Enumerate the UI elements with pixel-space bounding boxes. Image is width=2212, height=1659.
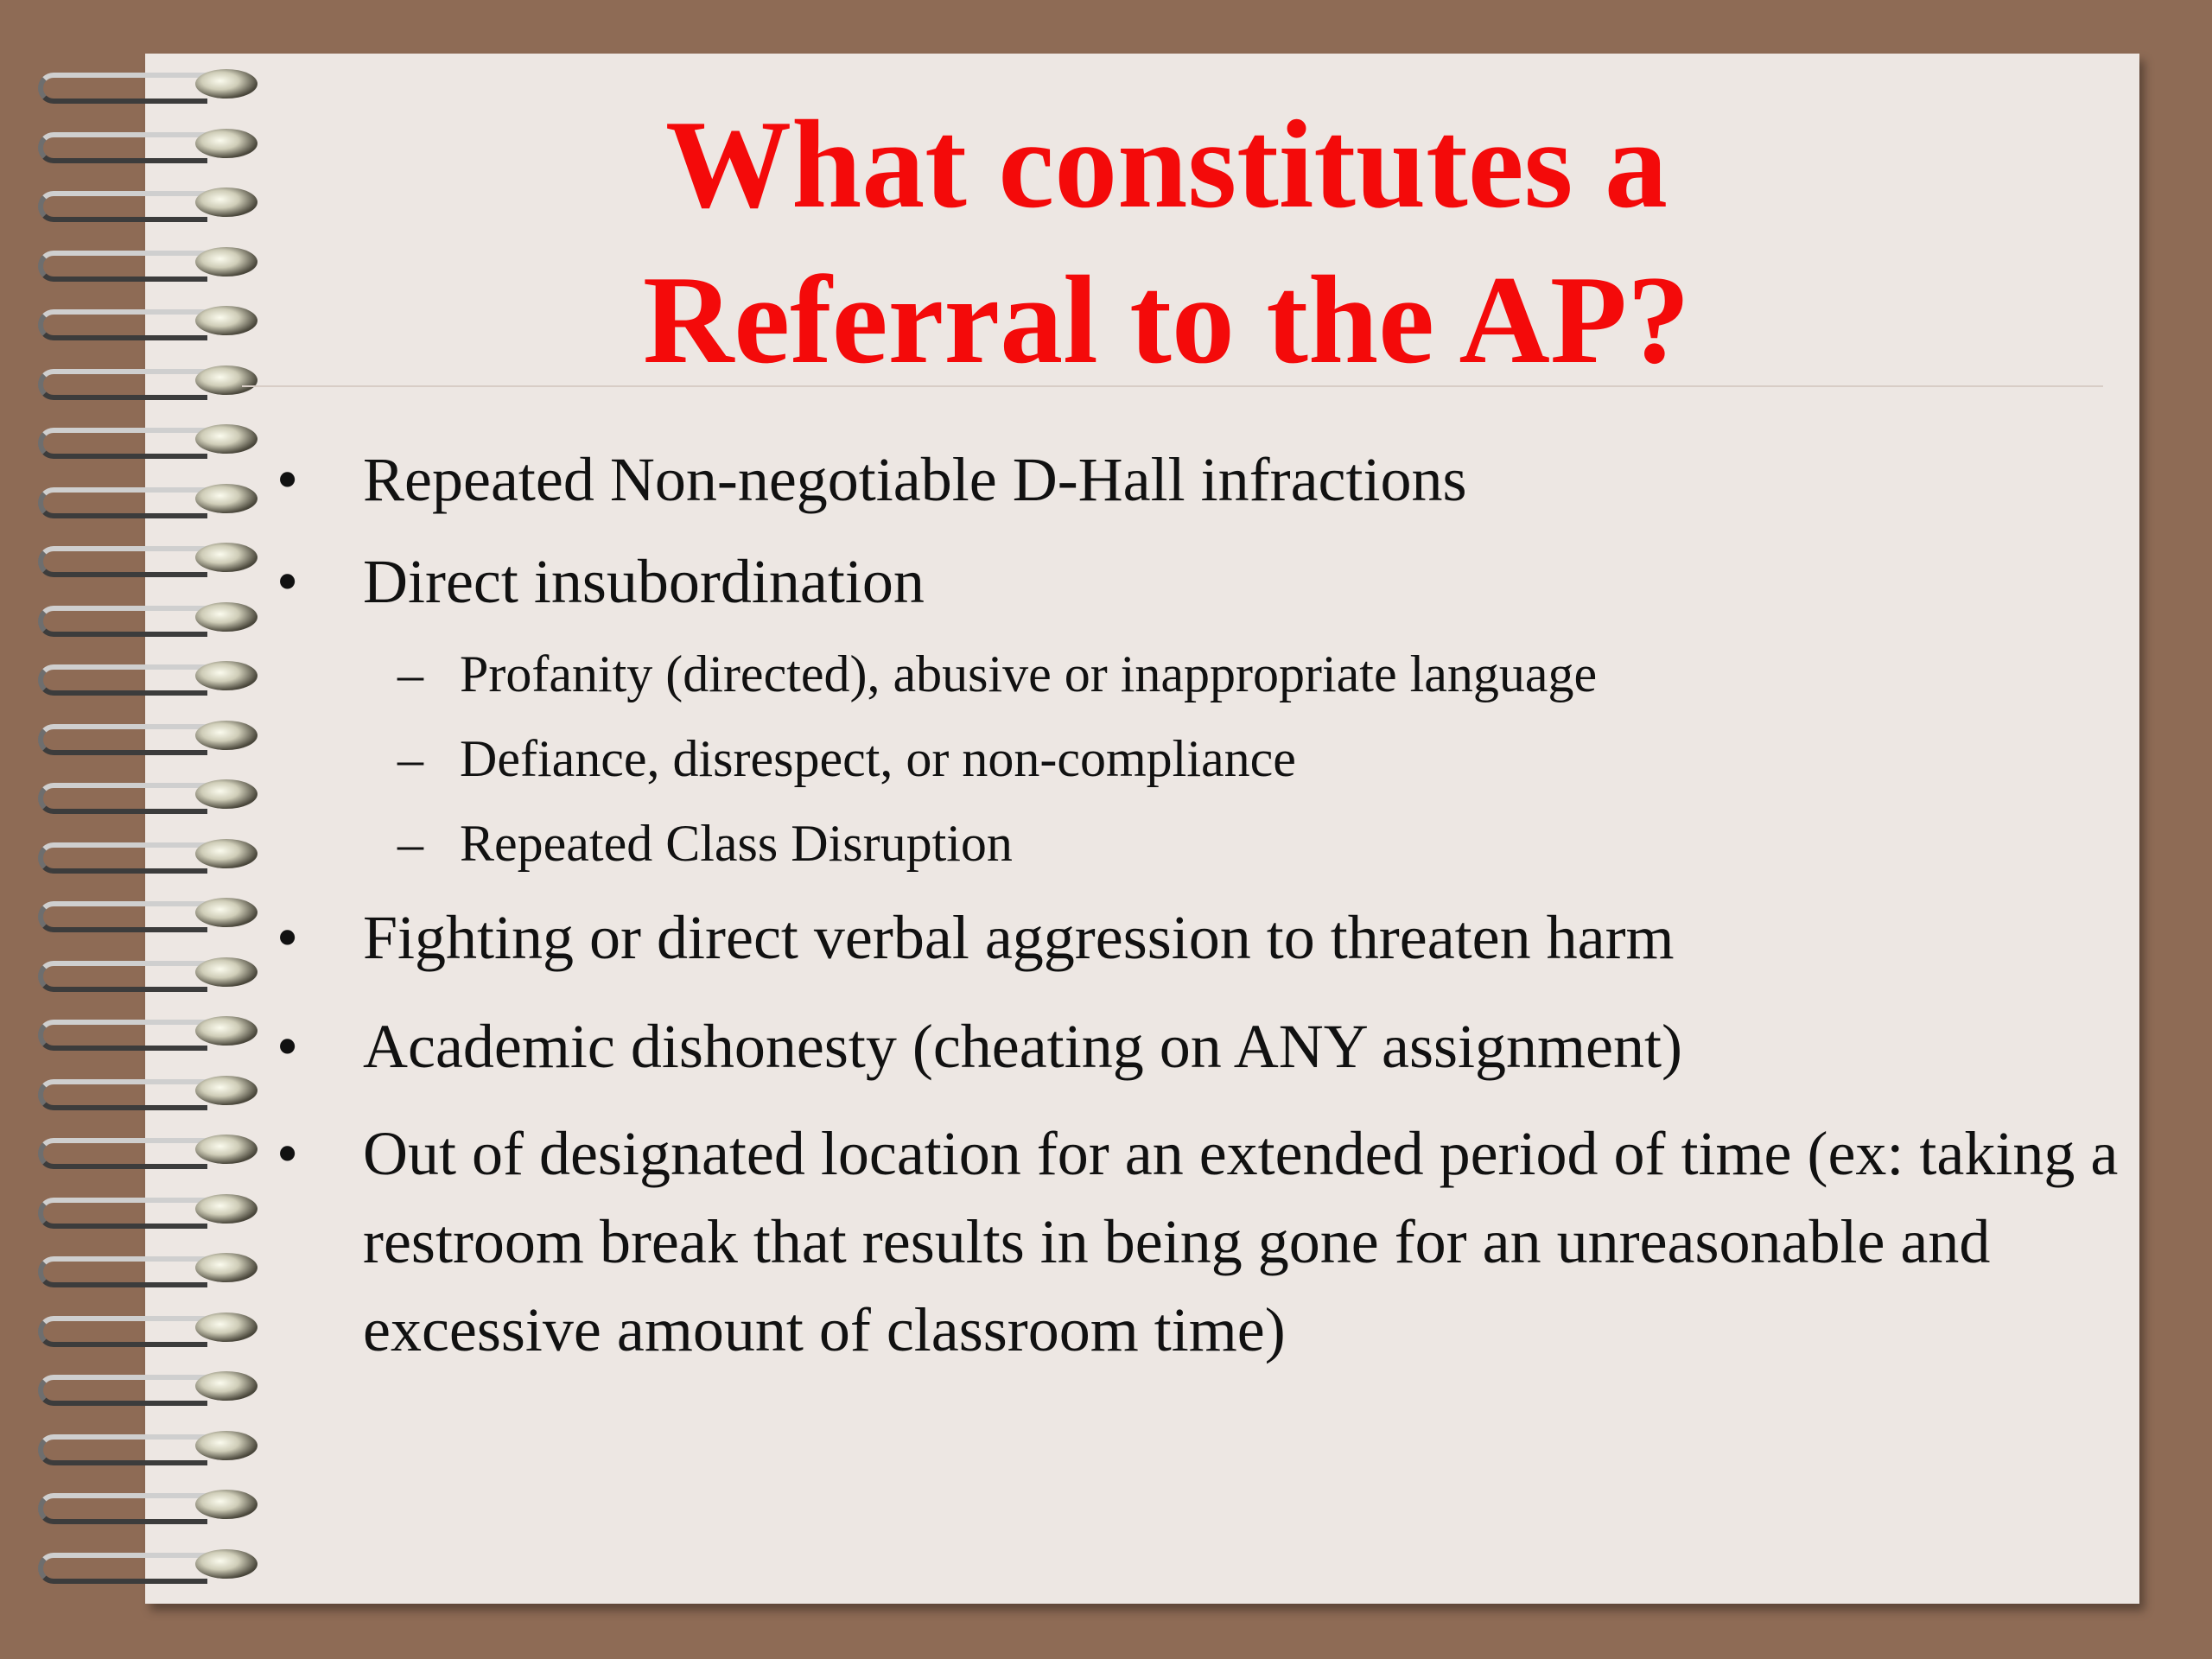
binding-hole-icon: [195, 1549, 257, 1579]
spiral-wire-icon: [38, 487, 207, 518]
spiral-ring-icon: [26, 1363, 251, 1406]
binding-hole-icon: [195, 1194, 257, 1224]
bullet-icon: •: [276, 1119, 299, 1188]
spiral-wire-icon: [38, 1138, 207, 1169]
title-divider: [242, 385, 2103, 387]
sub-bullet-text: Defiance, disrespect, or non-compliance: [460, 730, 1296, 787]
binding-hole-icon: [195, 1431, 257, 1460]
binding-hole-icon: [195, 1135, 257, 1164]
binding-hole-icon: [195, 957, 257, 987]
dash-icon: –: [397, 730, 423, 787]
binding-hole-icon: [195, 484, 257, 513]
spiral-wire-icon: [38, 842, 207, 874]
spiral-ring-icon: [26, 652, 251, 696]
spiral-wire-icon: [38, 1375, 207, 1406]
bullet-icon: •: [276, 1012, 299, 1081]
spiral-ring-icon: [26, 712, 251, 755]
bullet-text: Direct insubordination: [363, 547, 925, 616]
spiral-ring-icon: [26, 1244, 251, 1287]
binding-hole-icon: [195, 424, 257, 454]
sub-bullet-text: Repeated Class Disruption: [460, 815, 1013, 872]
binding-hole-icon: [195, 543, 257, 572]
spiral-ring-icon: [26, 475, 251, 518]
spiral-wire-icon: [38, 1553, 207, 1584]
spiral-ring-icon: [26, 1067, 251, 1110]
spiral-wire-icon: [38, 783, 207, 814]
spiral-ring-icon: [26, 1481, 251, 1524]
sub-bullet-text: Profanity (directed), abusive or inappropriate language: [460, 645, 1598, 702]
spiral-wire-icon: [38, 1079, 207, 1110]
spiral-wire-icon: [38, 961, 207, 992]
spiral-ring-icon: [26, 889, 251, 932]
bullet-text: Academic dishonesty (cheating on ANY assignment): [363, 1012, 1682, 1081]
spiral-ring-icon: [26, 594, 251, 637]
spiral-ring-icon: [26, 1541, 251, 1584]
binding-hole-icon: [195, 661, 257, 690]
binding-hole-icon: [195, 1076, 257, 1105]
spiral-ring-icon: [26, 1007, 251, 1051]
spiral-wire-icon: [38, 546, 207, 577]
spiral-ring-icon: [26, 534, 251, 577]
bullet-icon: •: [276, 547, 299, 616]
binding-hole-icon: [195, 898, 257, 927]
spiral-ring-icon: [26, 771, 251, 814]
binding-hole-icon: [195, 839, 257, 868]
spiral-ring-icon: [26, 416, 251, 459]
title-line-2: Referral to the AP?: [642, 250, 1691, 390]
binding-hole-icon: [195, 1371, 257, 1401]
bullet-text: Fighting or direct verbal aggression to threaten harm: [363, 903, 1675, 972]
slide-title: [173, 86, 2160, 397]
title-line-1: What constitutes a: [665, 94, 1668, 234]
spiral-wire-icon: [38, 724, 207, 755]
bullet-icon: •: [276, 445, 299, 514]
spiral-ring-icon: [26, 1304, 251, 1347]
spiral-wire-icon: [38, 1434, 207, 1465]
bullet-text: Out of designated location for an extended period of time (ex: taking a restroom break that results in being gone for an unreasonable and excessive amount of classroom time): [363, 1119, 2119, 1364]
spiral-wire-icon: [38, 1020, 207, 1051]
binding-hole-icon: [195, 1490, 257, 1519]
binding-hole-icon: [195, 1016, 257, 1046]
spiral-ring-icon: [26, 1185, 251, 1229]
spiral-ring-icon: [26, 949, 251, 992]
bullet-icon: •: [276, 903, 299, 972]
spiral-wire-icon: [38, 901, 207, 932]
spiral-wire-icon: [38, 1256, 207, 1287]
spiral-wire-icon: [38, 428, 207, 459]
binding-hole-icon: [195, 1313, 257, 1342]
bullet-text: Repeated Non-negotiable D-Hall infractions: [363, 445, 1467, 514]
dash-icon: –: [397, 815, 423, 872]
spiral-wire-icon: [38, 1198, 207, 1229]
spiral-wire-icon: [38, 606, 207, 637]
binding-hole-icon: [195, 1253, 257, 1282]
spiral-ring-icon: [26, 1126, 251, 1169]
binding-hole-icon: [195, 721, 257, 750]
spiral-ring-icon: [26, 830, 251, 874]
spiral-wire-icon: [38, 1493, 207, 1524]
spiral-wire-icon: [38, 664, 207, 696]
dash-icon: –: [397, 645, 423, 702]
binding-hole-icon: [195, 779, 257, 809]
spiral-wire-icon: [38, 1316, 207, 1347]
spiral-ring-icon: [26, 1422, 251, 1465]
binding-hole-icon: [195, 602, 257, 632]
